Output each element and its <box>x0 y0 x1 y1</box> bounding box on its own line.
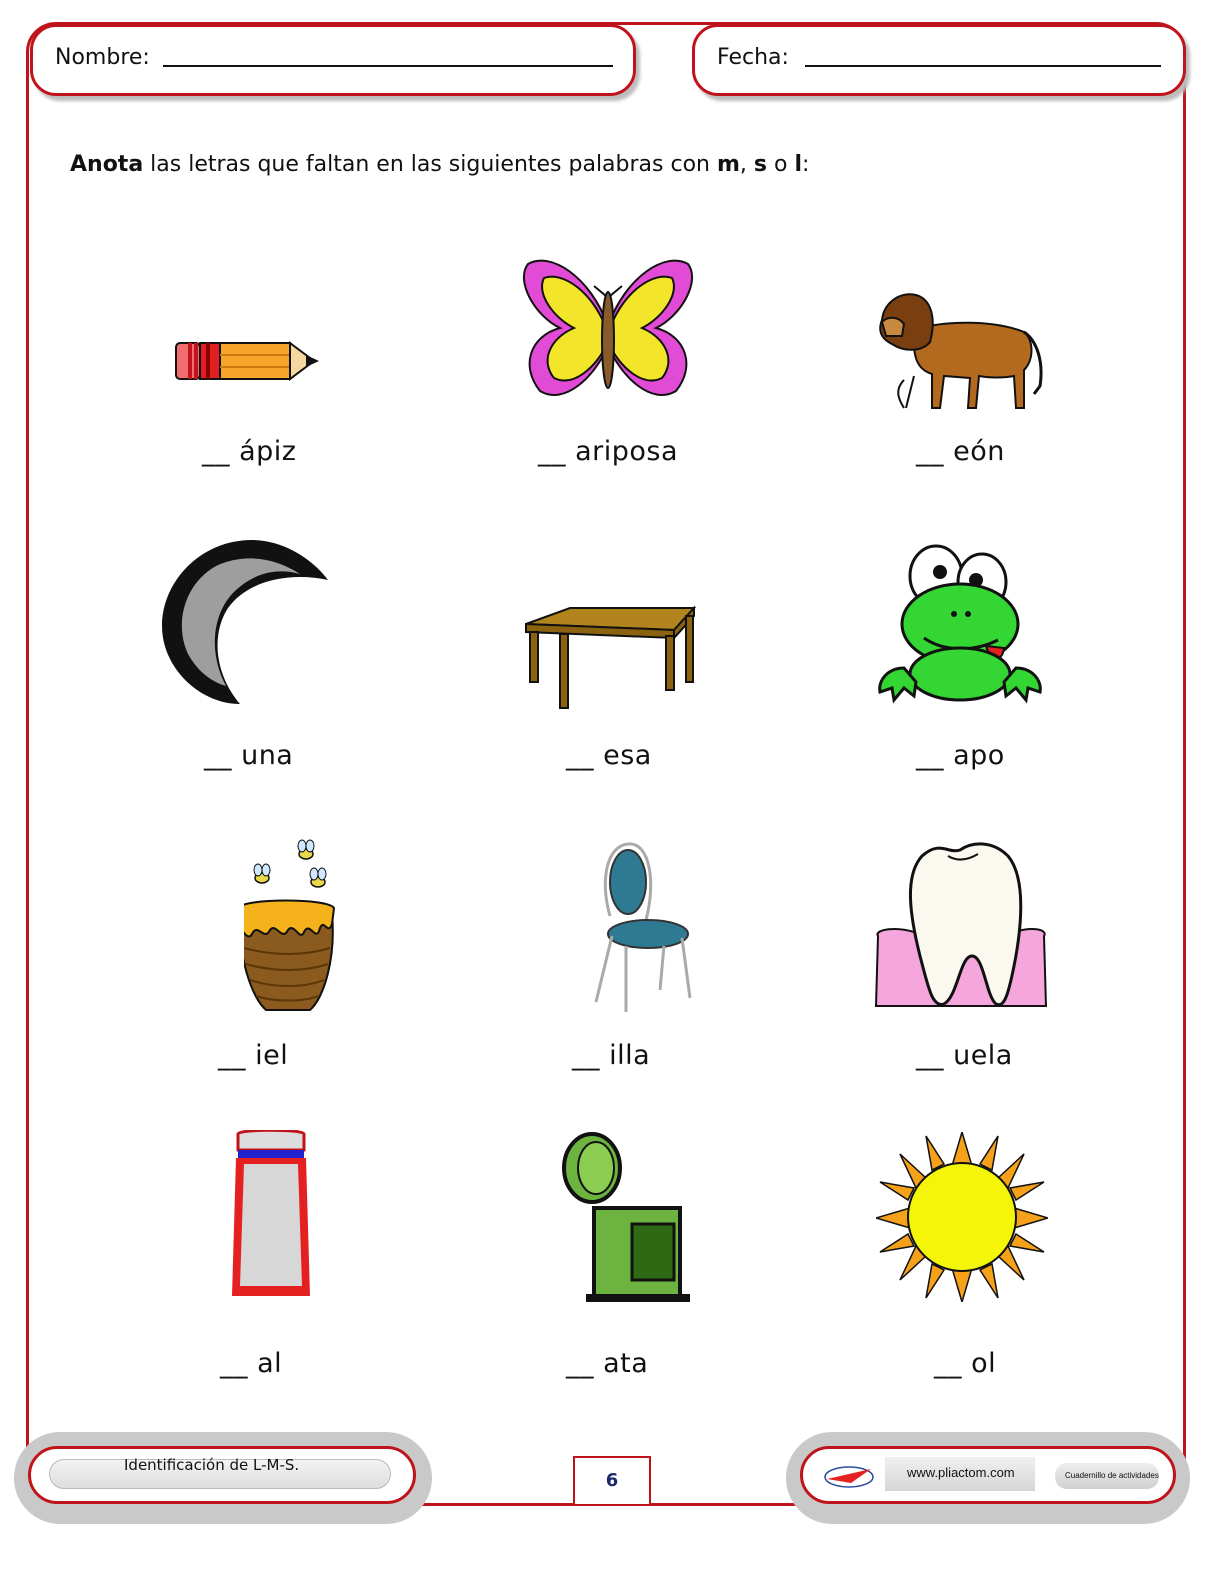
date-box <box>692 24 1186 96</box>
butterfly-picture <box>520 256 696 402</box>
moon-picture <box>160 536 332 706</box>
word-lapiz: __ ápiz <box>202 436 297 467</box>
page-number: 6 <box>573 1456 651 1506</box>
footer-topic: Identificación de L-M-S. <box>124 1456 300 1474</box>
footer-url[interactable]: www.pliactom.com <box>907 1465 1015 1480</box>
footer-notebook: Cuadernillo de actividades <box>1065 1471 1159 1480</box>
date-label: Fecha: <box>717 45 789 70</box>
word-leon: __ eón <box>916 436 1005 467</box>
word-sal: __ al <box>220 1348 283 1379</box>
date-field[interactable] <box>805 65 1161 67</box>
sun-picture <box>876 1132 1048 1302</box>
footer-topic-box <box>14 1432 432 1524</box>
honey-pot-picture <box>244 838 336 1018</box>
pliactom-logo-icon <box>821 1455 877 1495</box>
word-sapo: __ apo <box>916 740 1005 771</box>
frog-picture <box>874 542 1048 708</box>
table-picture <box>524 602 698 710</box>
word-mariposa: __ ariposa <box>538 436 678 467</box>
footer-brand-box <box>786 1432 1190 1524</box>
pencil-picture <box>174 338 322 384</box>
word-mesa: __ esa <box>566 740 652 771</box>
chair-picture <box>586 842 694 1014</box>
tooth-picture <box>874 836 1048 1010</box>
name-box <box>30 24 636 96</box>
lion-picture <box>874 290 1048 414</box>
trash-can-picture <box>556 1132 694 1304</box>
salt-shaker-picture <box>230 1130 312 1302</box>
word-miel: __ iel <box>218 1040 289 1071</box>
name-label: Nombre: <box>55 45 150 70</box>
word-muela: __ uela <box>916 1040 1013 1071</box>
word-luna: __ una <box>204 740 294 771</box>
name-field[interactable] <box>163 65 613 67</box>
word-lata: __ ata <box>566 1348 649 1379</box>
word-silla: __ illa <box>572 1040 651 1071</box>
word-sol: __ ol <box>934 1348 997 1379</box>
instruction: Anota las letras que faltan en las siguientes palabras con m, s o l: <box>70 152 810 177</box>
